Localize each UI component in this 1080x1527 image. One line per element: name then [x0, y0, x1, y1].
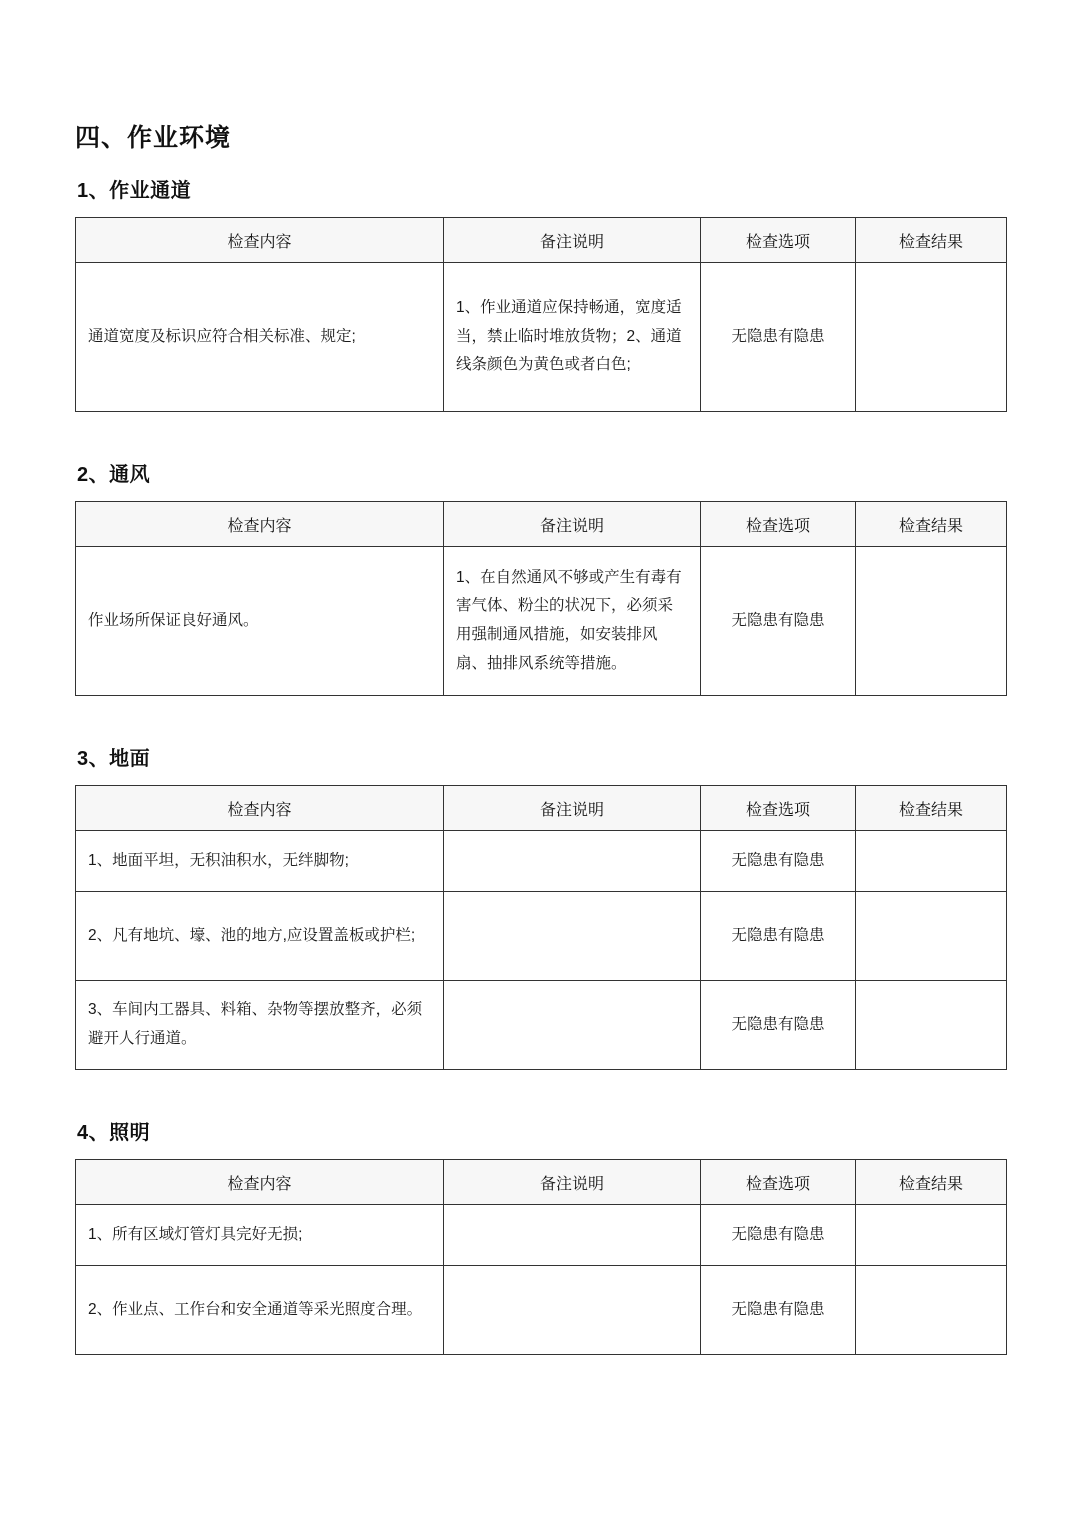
column-header-content: 检查内容 — [76, 1160, 444, 1205]
check-table — [75, 1159, 1007, 1355]
table-header-row — [76, 502, 1007, 547]
section-block-lighting — [75, 1116, 1005, 1355]
cell-option[interactable]: 无隐患有隐患 — [701, 831, 856, 892]
cell-option[interactable]: 无隐患有隐患 — [701, 892, 856, 981]
section-block-work-passage — [75, 174, 1005, 412]
table-header-row — [76, 786, 1007, 831]
column-header-option: 检查选项 — [701, 502, 856, 547]
table-row — [76, 547, 1007, 696]
cell-note — [444, 981, 701, 1070]
column-header-result: 检查结果 — [856, 1160, 1007, 1205]
section-block-floor — [75, 742, 1005, 1070]
subsection-title: 1、作业通道 — [77, 180, 192, 202]
column-header-content: 检查内容 — [76, 502, 444, 547]
cell-content: 2、作业点、工作台和安全通道等采光照度合理。 — [76, 1266, 444, 1355]
check-table — [75, 217, 1007, 412]
table-row — [76, 1205, 1007, 1266]
table-row — [76, 263, 1007, 412]
column-header-content: 检查内容 — [76, 218, 444, 263]
cell-note: 1、作业通道应保持畅通，宽度适当，禁止临时堆放货物；2、通道线条颜色为黄色或者白色; — [444, 263, 701, 412]
column-header-note: 备注说明 — [444, 1160, 701, 1205]
column-header-result: 检查结果 — [856, 502, 1007, 547]
cell-content: 作业场所保证良好通风。 — [76, 547, 444, 696]
table-row — [76, 981, 1007, 1070]
page-title: 四、作业环境 — [75, 124, 232, 152]
cell-content: 1、所有区域灯管灯具完好无损; — [76, 1205, 444, 1266]
cell-option[interactable]: 无隐患有隐患 — [701, 547, 856, 696]
table-row — [76, 892, 1007, 981]
cell-result[interactable] — [856, 1205, 1007, 1266]
column-header-note: 备注说明 — [444, 502, 701, 547]
cell-option[interactable]: 无隐患有隐患 — [701, 1205, 856, 1266]
subsection-title: 4、照明 — [77, 1122, 151, 1144]
cell-note: 1、在自然通风不够或产生有毒有害气体、粉尘的状况下，必须采用强制通风措施，如安装排风扇、抽排风系统等措施。 — [444, 547, 701, 696]
cell-option[interactable]: 无隐患有隐患 — [701, 1266, 856, 1355]
cell-note — [444, 1205, 701, 1266]
cell-note — [444, 892, 701, 981]
column-header-content: 检查内容 — [76, 786, 444, 831]
cell-note — [444, 1266, 701, 1355]
cell-result[interactable] — [856, 263, 1007, 412]
cell-content: 2、凡有地坑、壕、池的地方,应设置盖板或护栏; — [76, 892, 444, 981]
table-header-row — [76, 218, 1007, 263]
column-header-note: 备注说明 — [444, 218, 701, 263]
cell-content: 3、车间内工器具、料箱、杂物等摆放整齐，必须避开人行通道。 — [76, 981, 444, 1070]
column-header-note: 备注说明 — [444, 786, 701, 831]
table-row — [76, 1266, 1007, 1355]
cell-result[interactable] — [856, 1266, 1007, 1355]
column-header-option: 检查选项 — [701, 1160, 856, 1205]
cell-note — [444, 831, 701, 892]
check-table — [75, 501, 1007, 696]
cell-content: 1、地面平坦，无积油积水，无绊脚物; — [76, 831, 444, 892]
table-header-row — [76, 1160, 1007, 1205]
subsection-title: 3、地面 — [77, 748, 151, 770]
column-header-option: 检查选项 — [701, 218, 856, 263]
section-block-ventilation — [75, 458, 1005, 696]
cell-content: 通道宽度及标识应符合相关标准、规定; — [76, 263, 444, 412]
cell-result[interactable] — [856, 981, 1007, 1070]
table-row — [76, 831, 1007, 892]
subsection-title: 2、通风 — [77, 464, 151, 486]
cell-result[interactable] — [856, 892, 1007, 981]
cell-option[interactable]: 无隐患有隐患 — [701, 263, 856, 412]
column-header-option: 检查选项 — [701, 786, 856, 831]
column-header-result: 检查结果 — [856, 218, 1007, 263]
column-header-result: 检查结果 — [856, 786, 1007, 831]
cell-option[interactable]: 无隐患有隐患 — [701, 981, 856, 1070]
check-table — [75, 785, 1007, 1070]
cell-result[interactable] — [856, 831, 1007, 892]
cell-result[interactable] — [856, 547, 1007, 696]
